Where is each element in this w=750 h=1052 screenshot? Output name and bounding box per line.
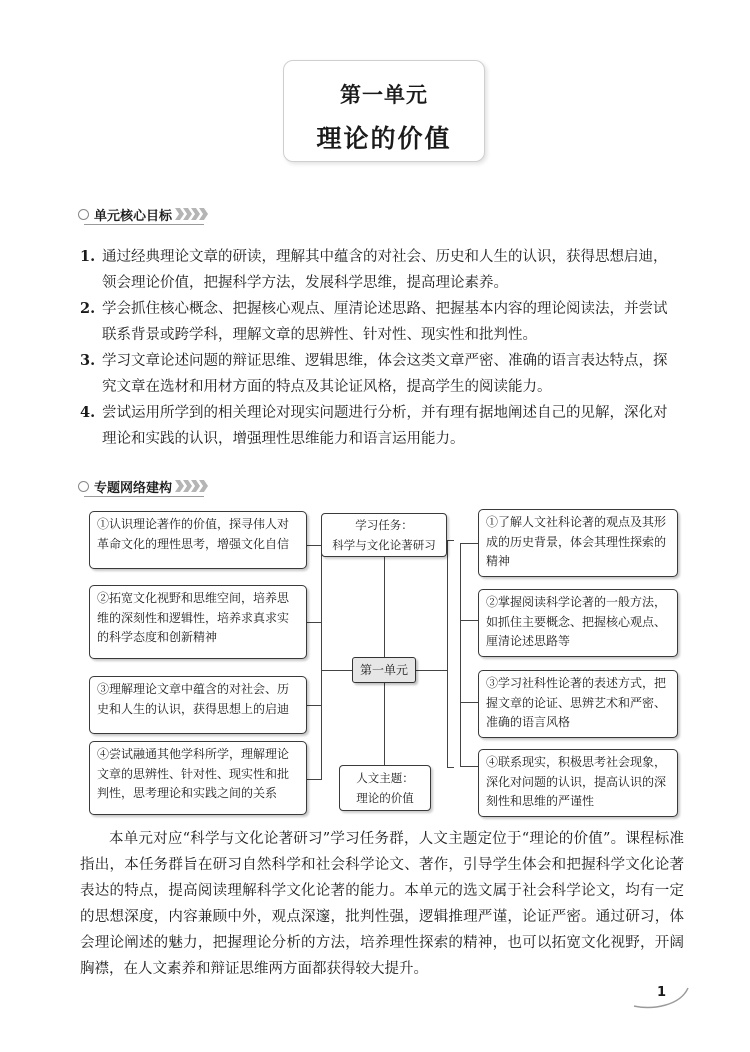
left-goal-box: ④尝试融通其他学科所学，理解理论文章的思辨性、针对性、现实性和批判性，思考理论和实践之间的关系 <box>89 741 307 815</box>
heading-underline <box>84 496 204 497</box>
unit-label: 第一单元 <box>340 83 428 107</box>
circle-bullet-icon <box>78 209 89 220</box>
network-heading-label: 专题网络建构 <box>94 480 173 496</box>
chevrons-icon <box>176 480 208 492</box>
left-goal-box: ②拓宽文化视野和思维空间，培养思维的深刻性和逻辑性，培养求真求实的科学态度和创新精神 <box>89 585 307 659</box>
right-goal-box: ④联系现实，积极思考社会现象，深化对问题的认识，提高认识的深刻性和思维的严谨性 <box>478 749 678 817</box>
unit-title: 理论的价值 <box>316 124 452 153</box>
right-goal-box: ②掌握阅读科学论著的一般方法，如抓住主要概念、把握核心观点、厘清论述思路等 <box>478 589 678 657</box>
heading-underline <box>84 224 204 225</box>
task-value: 科学与文化论著研习 <box>332 538 436 552</box>
goals-heading-label: 单元核心目标 <box>94 208 173 224</box>
circle-bullet-icon <box>78 481 89 492</box>
page-number: 1 <box>657 985 667 1000</box>
right-goal-box: ③学习社科性论著的表述方式，把握文章的论证、思辨艺术和严密、准确的语言风格 <box>478 670 678 738</box>
intro-paragraph: 本单元对应“科学与文化论著研习”学习任务群，人文主题定位于“理论的价值”。课程标准指出，本任务群旨在研习自然科学和社会科学论文、著作，引导学生体会和把握科学文化论著表达的特点，提高阅读理解科学文化论著的能力。本单元的选文属于社会科学论文，均有一定的思想深度，内容兼顾中外，观点深邃，批判性强，逻辑推理严谨，论证严密。通过研习，体会理论阐述的魅力，把握理论分析的方法，培养理性探索的精神，也可以拓宽文化视野，开阔胸襟，在人文素养和辩证思维两方面都获得较大提升。 <box>80 831 684 977</box>
task-label: 学习任务： <box>355 518 413 532</box>
goal-item: 1. 通过经典理论文章的研读，理解其中蕴含的对社会、历史和人生的认识，获得思想启迪，领会理论价值，把握科学方法，发展科学思维，提高理论素养。 <box>80 248 668 291</box>
chevrons-icon <box>176 208 208 220</box>
goal-item: 4. 尝试运用所学到的相关理论对现实问题进行分析，并有理有据地阐述自己的见解，深化对理论和实践的认识，增强理性思维能力和语言运用能力。 <box>80 404 668 447</box>
left-goal-box: ①认识理论著作的价值，探寻伟人对革命文化的理性思考，增强文化自信 <box>89 511 307 569</box>
theme-box <box>339 765 431 811</box>
goal-item: 2. 学会抓住核心概念、把握核心观点、厘清论述思路、把握基本内容的理论阅读法，并尝试联系背景或跨学科，理解文章的思辨性、针对性、现实性和批判性。 <box>80 300 668 343</box>
center-node: 第一单元 <box>352 657 416 683</box>
network-heading <box>78 476 208 496</box>
goals-list <box>80 244 680 452</box>
right-goal-box: ①了解人文社科论著的观点及其形成的历史背景，体会其理性探索的精神 <box>478 509 678 577</box>
goals-heading <box>78 204 208 224</box>
unit-title-box <box>283 60 485 162</box>
theme-label: 人文主题： <box>356 771 414 785</box>
goal-item: 3. 学习文章论述问题的辩证思维、逻辑思维，体会这类文章严密、准确的语言表达特点，探究文章在选材和用材方面的特点及其论证风格，提高学生的阅读能力。 <box>80 352 668 395</box>
theme-value: 理论的价值 <box>356 791 414 805</box>
task-box <box>321 513 447 557</box>
left-goal-box: ③理解理论文章中蕴含的对社会、历史和人生的认识，获得思想上的启迪 <box>89 676 307 734</box>
